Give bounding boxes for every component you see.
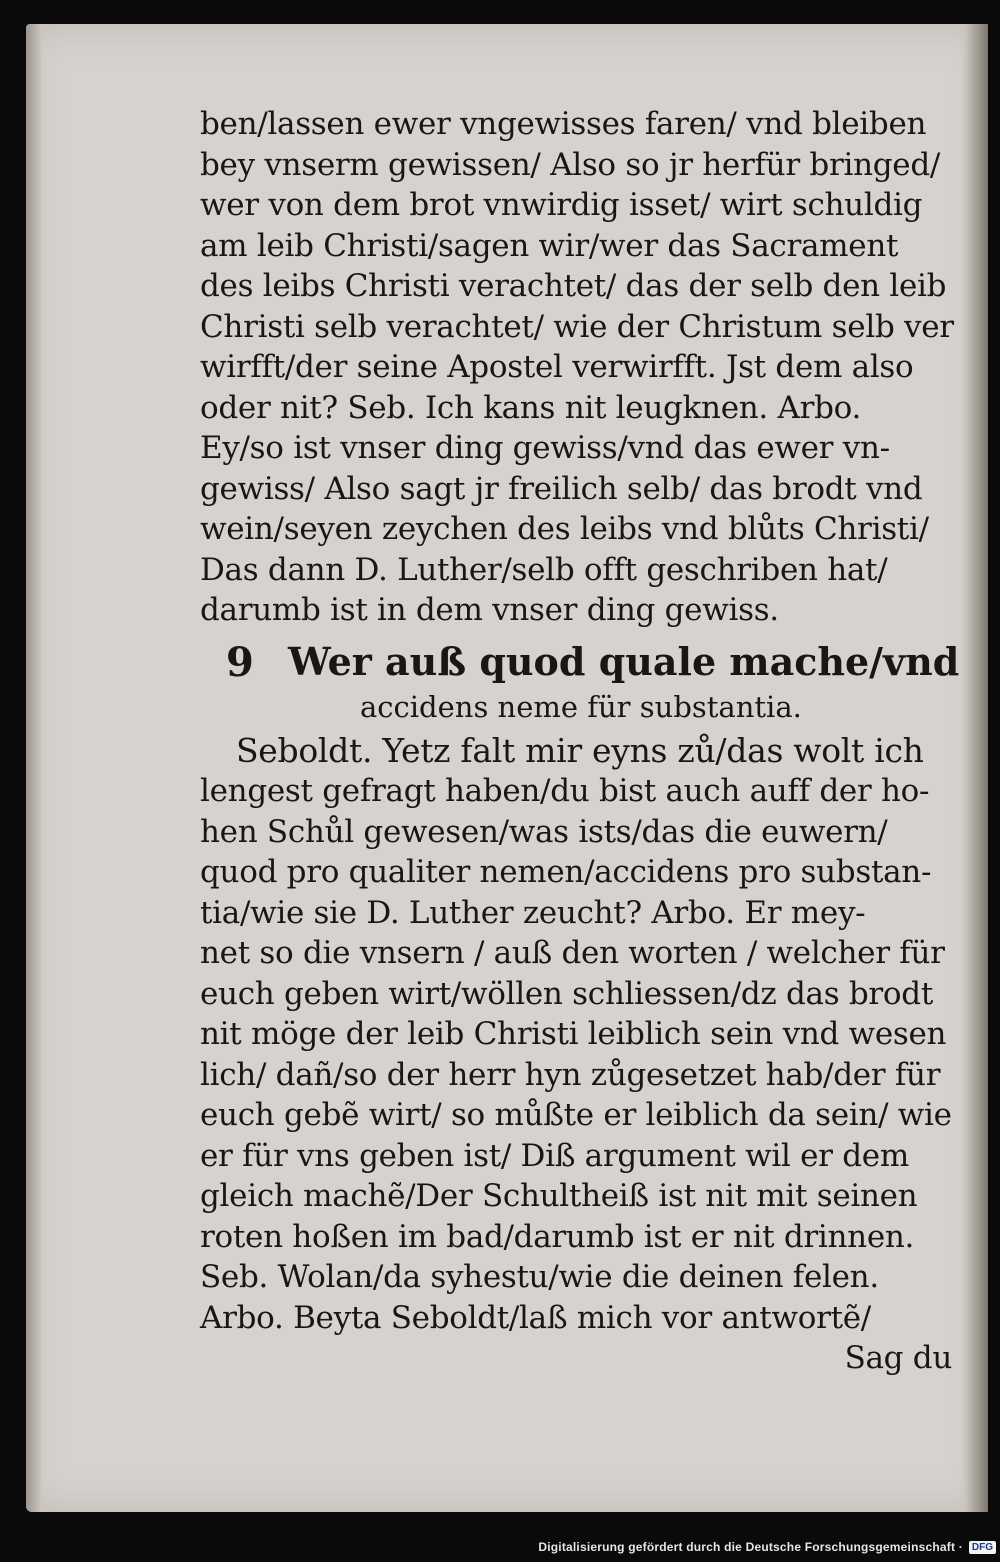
text-line: quod pro qualiter nemen/accidens pro substan- [200,854,932,890]
text-line: am leib Christi/sagen wir/wer das Sacrament [200,227,899,264]
text-line: gleich machẽ/Der Schultheiß ist nit mit seinen [200,1178,918,1214]
text-line: Ey/so ist vnser ding gewiss/vnd das ewer vn- [200,430,890,466]
text-line: euch gebẽ wirt/ so můßte er leiblich da sein/ wie [200,1097,952,1133]
text-line: hen Schůl gewesen/was ists/das die euwern/ [200,813,888,850]
text-line: oder nit? Seb. Ich kans nit leugknen. Arbo. [200,389,862,426]
text-line: Arbo. Beyta Seboldt/laß mich vor antwortẽ/ [200,1299,871,1336]
section-heading [200,637,960,727]
text-line: darumb ist in dem vnser ding gewiss. [200,592,779,628]
paragraph-bottom [200,731,960,1379]
text-line: ben/lassen ewer vngewisses faren/ vnd bleiben [200,106,927,142]
text-line: roten hoßen im bad/darumb ist er nit drinnen. [200,1218,915,1255]
text-line: lengest gefragt haben/du bist auch auff der ho- [200,773,930,809]
digitization-footer [538,1536,996,1558]
page-gutter [960,24,988,1512]
text-line: Das dann D. Luther/selb offt geschriben hat/ [200,551,888,588]
text-line: Seboldt. Yetz falt mir eyns zů/das wolt ich [236,730,924,770]
text-line: euch geben wirt/wöllen schliessen/dz das brodt [200,975,933,1012]
text-line: gewiss/ Also sagt jr freilich selb/ das brodt vnd [200,470,923,507]
section-title: Wer auß quod quale mache/vnd [288,638,960,684]
text-line: er für vns geben ist/ Diß argument wil er dem [200,1137,909,1174]
book-page [26,24,988,1512]
text-line: tia/wie sie D. Luther zeucht? Arbo. Er mey- [200,894,866,931]
text-line: wein/seyen zeychen des leibs vnd blůts Christi/ [200,511,929,547]
text-line: wirfft/der seine Apostel verwirfft. Jst dem also [200,349,914,385]
text-line: wer von dem brot vnwirdig isset/ wirt schuldig [200,187,923,223]
text-line: net so die vnsern / auß den worten / welcher für [200,935,945,971]
catchword: Sag du [844,1340,952,1376]
section-number: 9 [226,638,254,686]
dfg-logo: DFG [969,1541,996,1554]
funding-credit: Digitalisierung gefördert durch die Deutsche Forschungsgemeinschaft · [538,1540,963,1554]
text-line: des leibs Christi verachtet/ das der selb den leib [200,268,947,304]
text-line: lich/ dañ/so der herr hyn zůgesetzet hab/der für [200,1056,941,1093]
paragraph-top [200,104,960,631]
page-left-edge [26,24,42,1512]
text-line: bey vnserm gewissen/ Also so jr herfür bringed/ [200,146,941,183]
section-subtitle: accidens neme für substantia. [360,689,802,724]
text-line: Christi selb verachtet/ wie der Christum selb ver [200,308,954,345]
text-line: nit möge der leib Christi leiblich sein vnd wesen [200,1016,947,1052]
text-line: Seb. Wolan/da syhestu/wie die deinen felen. [200,1259,879,1295]
text-block [200,104,960,1379]
